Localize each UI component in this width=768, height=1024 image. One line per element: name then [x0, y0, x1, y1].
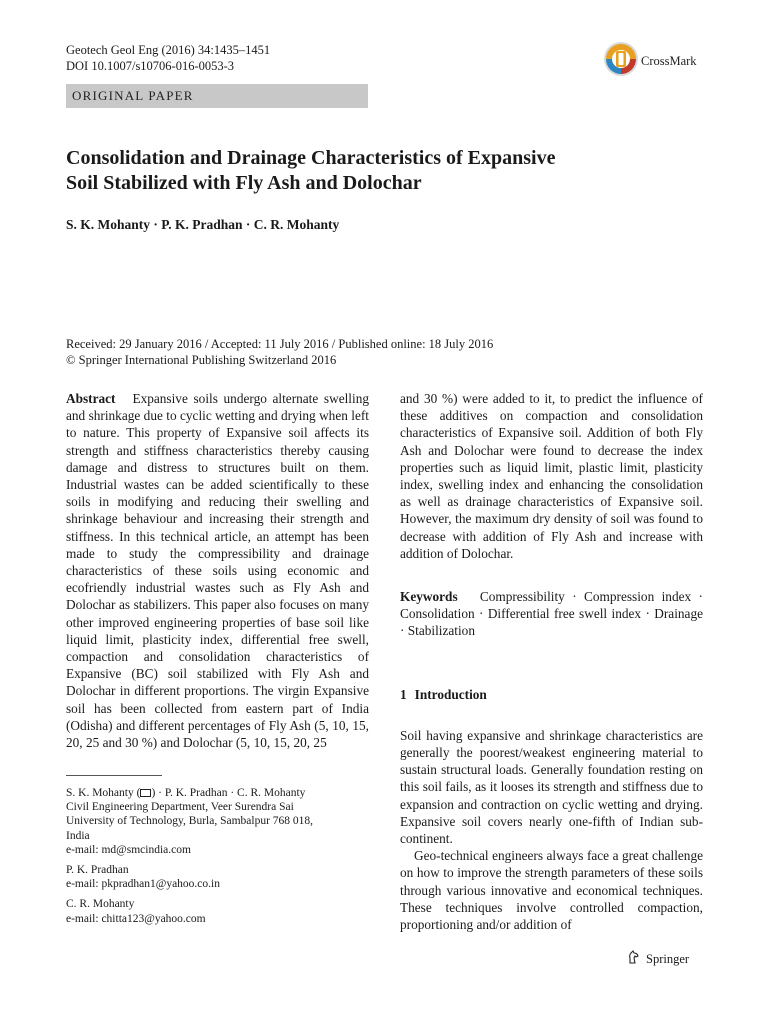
publication-dates: [66, 336, 493, 368]
left-column: [66, 390, 369, 751]
journal-citation: Geotech Geol Eng (2016) 34:1435–1451: [66, 43, 271, 57]
author-list: S. K. Mohanty · P. K. Pradhan · C. R. Mohanty: [66, 217, 340, 232]
journal-info: [66, 42, 270, 74]
section-number: 1: [400, 686, 407, 702]
footnote-dept: Civil Engineering Department, Veer Surendra Sai: [66, 801, 294, 814]
abstract-text-right: and 30 %) were added to it, to predict the influence of these additives on compaction and consolidation characteristics of Expansive soil. Addition of both Fly Ash and Dolochar were found to decrease the index properties such as liquid limit, plastic limit, plasticity index, swelling index and enhancing the consolidation as well as drainage characteristics of Expansive soil. However, the maximum dry density of soil was found to decrease with addition of Fly Ash and increase with addition of Dolochar.: [400, 391, 703, 561]
paper-title: [66, 146, 706, 196]
footnote-email-3[interactable]: e-mail: chitta123@yahoo.com: [66, 912, 206, 925]
dates-line: Received: 29 January 2016 / Accepted: 11 July 2016 / Published online: 18 July 2016: [66, 337, 494, 351]
keywords-heading: Keywords: [400, 589, 458, 605]
abstract-heading: Abstract: [66, 391, 116, 406]
footnote-authors: S. K. Mohanty ( ) · P. K. Pradhan · C. R. Mohanty: [66, 787, 306, 799]
footnote-email-1[interactable]: e-mail: md@smcindia.com: [66, 843, 191, 856]
crossmark-button[interactable]: [603, 41, 697, 82]
footnote-univ: University of Technology, Burla, Sambalpur 768 018,: [66, 815, 314, 828]
crossmark-label: CrossMark: [641, 54, 697, 68]
keywords-block: [400, 588, 703, 640]
title-line-2: Soil Stabilized with Fly Ash and Dolochar: [66, 172, 422, 194]
footnote-name-2: P. K. Pradhan: [66, 864, 129, 877]
doi-link[interactable]: DOI 10.1007/s10706-016-0053-3: [66, 59, 235, 73]
footnote-name-3: C. R. Mohanty: [66, 898, 135, 911]
envelope-icon: [140, 789, 151, 797]
keywords-text: Compressibility · Compression index · Consolidation · Differential free swell index · Drainage · Stabilization: [400, 589, 703, 639]
footnote-email-2[interactable]: e-mail: pkpradhan1@yahoo.co.in: [66, 878, 220, 891]
section-title: Introduction: [414, 686, 487, 702]
intro-paragraph-1: Soil having expansive and shrinkage characteristics are generally the poorest/weakest engineering material to sustain structural loads. Generally foundation resting on this soil fails, as it looses its strength and stiffness due to expansion and contraction on cyclic wetting and drying. Expansive soil covers nearly one-fifth of Indian sub-continent.: [400, 727, 703, 847]
copyright-line: © Springer International Publishing Switzerland 2016: [66, 353, 337, 367]
right-column: [400, 390, 703, 933]
title-line-1: Consolidation and Drainage Characteristics of Expansive: [66, 147, 556, 169]
publisher-footer: [626, 949, 689, 969]
article-type-badge: ORIGINAL PAPER: [66, 84, 368, 108]
author-footnote: [66, 786, 376, 926]
springer-horse-icon: [626, 949, 642, 969]
crossmark-icon: [603, 41, 639, 82]
section-heading-introduction: [400, 686, 703, 703]
footnote-divider: [66, 775, 162, 776]
publisher-label: Springer: [646, 951, 690, 966]
abstract-text-left: Expansive soils undergo alternate swelling and shrinkage due to cyclic wetting and drying when left to nature. This property of Expansive soil affects its strength and stiffness characteristics thereby causing damage and distress to structures built on them. Industrial wastes can be added scientifically to these soils in modifying and reducing their swelling and shrinkage behaviour and increasing their strength and stiffness. In this technical article, an attempt has been made to study the compressibility and drainage characteristics of these soils using economic and ecofriendly industrial wastes such as Fly Ash and Dolochar as stabilizers. This paper also focuses on many other improved engineering properties of base soil like liquid limit, plasticity index, differential free swell, compaction and consolidation characteristics of Expansive (BC) soil stabilized with Fly Ash and Dolochar in different proportions. The virgin Expansive soil has been collected from eastern part of India (Odisha) and different percentages of Fly Ash (5, 10, 15, 20, 25 and 30 %) and Dolochar (5, 10, 15, 20, 25: [66, 391, 369, 751]
footnote-country: India: [66, 829, 90, 842]
intro-paragraph-2: Geo-technical engineers always face a great challenge on how to improve the strength parameters of these soils through various innovative and economical techniques. These techniques involve controlled compaction, proportioning and/or addition of: [400, 848, 703, 933]
